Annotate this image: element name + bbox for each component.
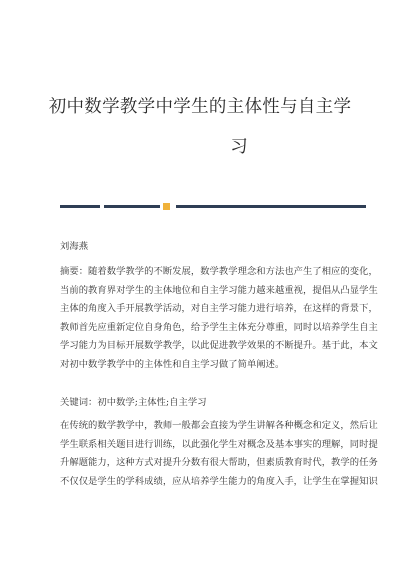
author-name: 刘海燕 xyxy=(60,241,89,252)
abstract-line: 对初中数学教学中的主体性和自主学习做了简单阐述。 xyxy=(60,358,285,370)
title-line-2: 习 xyxy=(230,137,248,157)
body-line: 在传统的数学教学中，教师一般都会直接为学生讲解各种概念和定义，然后让 xyxy=(60,420,378,431)
body-line: 学生联系相关题目进行训练，以此强化学生对概念及基本事实的理解，同时提 xyxy=(60,438,378,450)
abstract-line: 当前的教育界对学生的主体地位和自主学习能力越来越重视，提倡从凸显学生 xyxy=(60,284,378,296)
document-title xyxy=(40,92,360,162)
title-divider xyxy=(60,203,366,209)
abstract xyxy=(60,263,378,375)
title-line-1: 初中数学教学中学生的主体性与自主学 xyxy=(48,97,352,117)
abstract-line: 教师首先应重新定位自身角色，给予学生主体充分尊重，同时以培养学生自主 xyxy=(60,321,378,333)
divider-bar-left xyxy=(60,205,100,208)
body-line: 不仅仅是学生的学科成绩，应从培养学生能力的角度入手，让学生在掌握知识 xyxy=(60,475,378,487)
divider-bar-right xyxy=(176,205,366,208)
abstract-line: 学习能力为目标开展数学教学，以此促进教学效果的不断提升。基于此，本文 xyxy=(60,340,378,352)
body-paragraph xyxy=(60,417,378,491)
divider-bar-middle xyxy=(104,205,160,208)
abstract-line: 摘要：随着数学教学的不断发展，数学教学理念和方法也产生了相应的变化， xyxy=(60,266,378,277)
divider-accent-square xyxy=(163,203,170,210)
body-line: 升解题能力，这种方式对提升分数有很大帮助，但素质教育时代，教学的任务 xyxy=(60,457,378,469)
keywords: 关键词：初中数学;主体性;自主学习 xyxy=(60,397,207,408)
abstract-line: 主体的角度入手开展教学活动，对自主学习能力进行培养，在这样的背景下， xyxy=(60,303,378,315)
